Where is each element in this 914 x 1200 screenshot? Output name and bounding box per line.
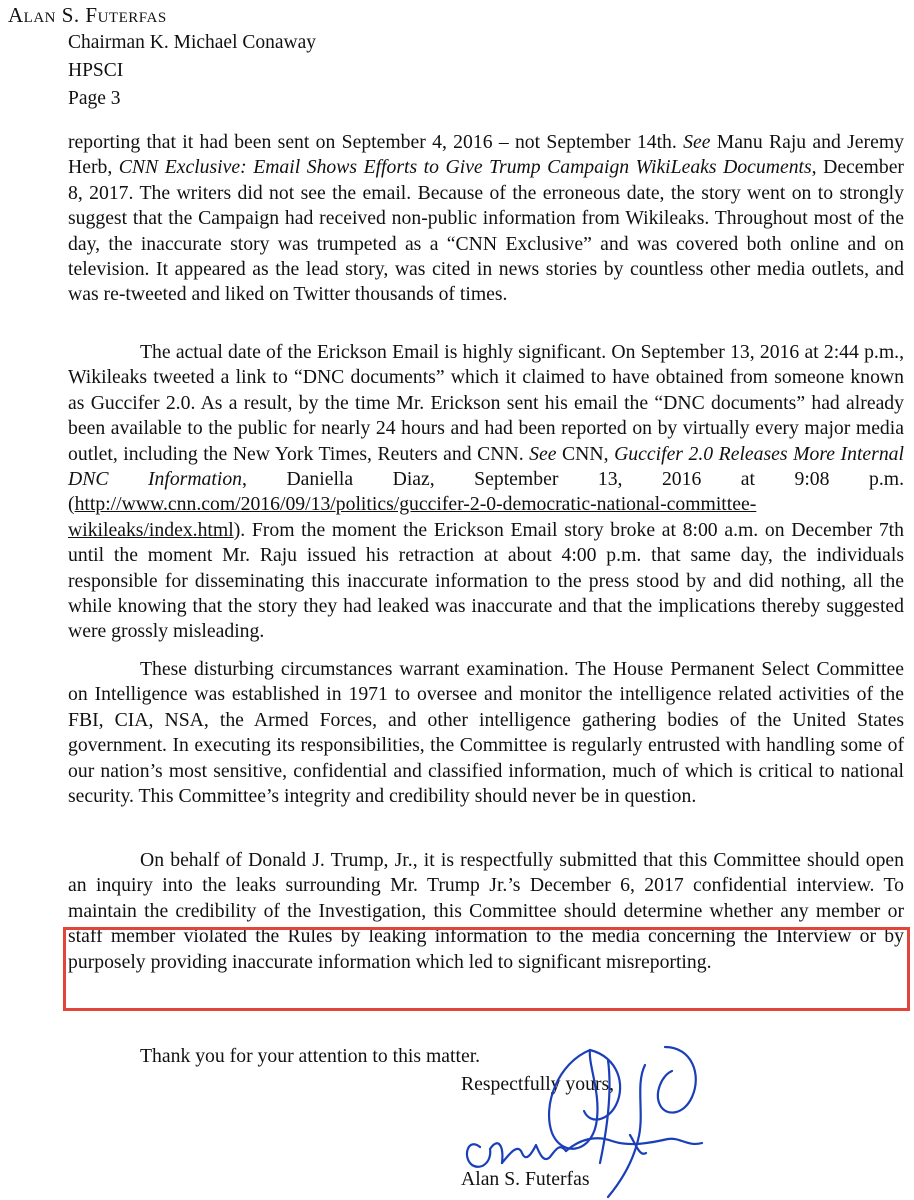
closing-thanks: Thank you for your attention to this matter. (140, 1045, 481, 1067)
see-signal: See (683, 131, 711, 153)
letterhead-author: Alan S. Futerfas (8, 3, 167, 27)
paragraph-circumstances: These disturbing circumstances warrant examination. The House Permanent Select Committee on Intelligence was established in 1971 to oversee and monitor the intelligence related activities of the FBI, CIA, NSA, the Armed Forces, and other intelligence gathering bodies of the United States government. In executing its responsibilities, the Committee is regularly entrusted with handling some of our nation’s most sensitive, confidential and classified information, much of which is critical to national security. This Committee’s integrity and credibility should never be in question. (68, 658, 904, 808)
signer-name: Alan S. Futerfas (461, 1168, 590, 1190)
paragraph-reporting (68, 130, 904, 308)
see-signal: See (529, 442, 557, 465)
highlight-annotation-box (63, 927, 910, 1011)
paragraph-request: On behalf of Donald J. Trump, Jr., it is respectfully submitted that this Committee should open an inquiry into the leaks surrounding Mr. Trump Jr.’s December 6, 2017 confidential interview. To maintain the credibility of the Investigation, this Committee should determine whether any member or staff member violated the Rules by leaking information to the media concerning the Interview or by purposely providing inaccurate information which led to significant misreporting. (68, 849, 904, 973)
paragraph-actual-date (68, 340, 904, 645)
committee-name: HPSCI (68, 60, 124, 81)
text-run: CNN, (556, 442, 615, 465)
text-run: ). From the moment the Erickson Email story broke at 8:00 a.m. on December 7th until the moment Mr. Raju issued his retraction at about 4:00 p.m. that same day, the individuals responsible for disseminating this inaccurate information to the press stood by and did nothing, all the while knowing that the story they had leaked was inaccurate and that the implications thereby suggested were grossly misleading. (68, 518, 904, 643)
article-title: Guccifer 2.0 Releases More Internal DNC Information (68, 442, 904, 491)
text-run: The actual date of the Erickson Email is highly significant. On September 13, 2016 at 2:44 p.m., Wikileaks tweeted a link to “DNC documents” which it claimed to have obtained from someone known as Guccifer 2.0. As a result, by the time Mr. Erickson sent his email the “DNC documents” had already been available to the public for nearly 24 hours and had been reported on by virtually every major media outlet, including the New York Times, Reuters and CNN. (68, 341, 904, 465)
recipient-name: Chairman K. Michael Conaway (68, 32, 317, 53)
cnn-article-link[interactable]: http://www.cnn.com/2016/09/13/politics/guccifer-2-0-democratic-national-committee-wikileaks/index.html (68, 493, 757, 541)
text-run: , Daniella Diaz, September 13, 2016 at 9:08 p.m. ( (68, 468, 904, 516)
handwritten-signature (440, 1045, 740, 1200)
page-number: Page 3 (68, 88, 121, 109)
article-title: CNN Exclusive: Email Shows Efforts to Give Trump Campaign WikiLeaks Documents (118, 156, 812, 179)
text-run: , December 8, 2017. The writers did not see the email. Because of the erroneous date, the story went on to strongly suggest that the Campaign had received non-public information from Wikileaks. Throughout most of the day, the inaccurate story was trumpeted as a “CNN Exclusive” and was covered both online and on television. It appeared as the lead story, was cited in news stories by countless other media outlets, and was re-tweeted and liked on Twitter thousands of times. (68, 156, 904, 306)
closing-salutation: Respectfully yours, (461, 1073, 615, 1095)
text-run: reporting that it had been sent on September 4, 2016 – not September 14th. (68, 131, 684, 153)
text-run: Manu Raju and Jeremy Herb, (68, 131, 904, 179)
